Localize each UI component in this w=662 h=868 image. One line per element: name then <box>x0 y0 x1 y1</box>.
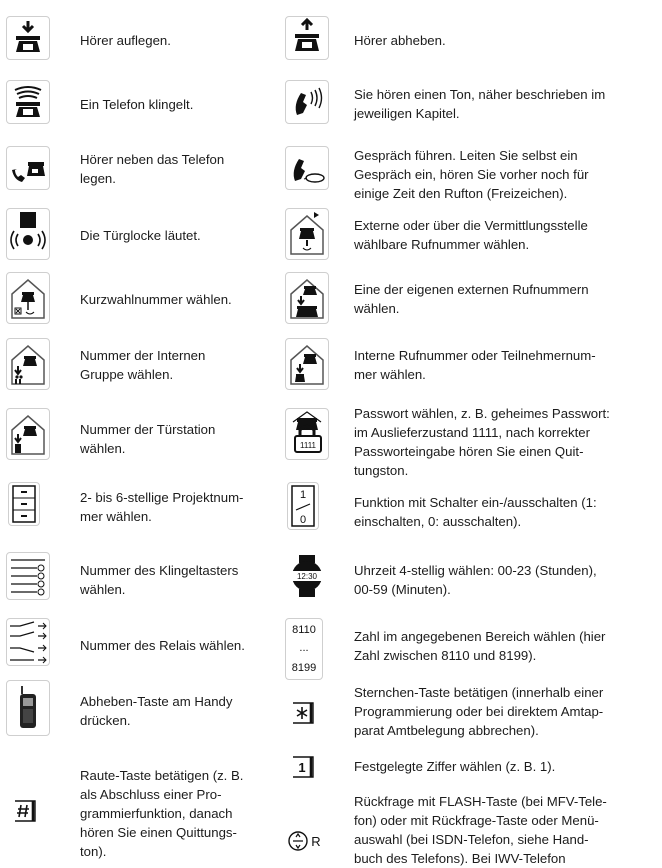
text-handset-up: Hörer abheben. <box>354 33 446 48</box>
hash-key-icon <box>10 796 40 826</box>
switch-off-label: 0 <box>299 514 307 526</box>
toggle-switch-icon <box>287 482 319 530</box>
bell-button-list-icon <box>6 552 50 600</box>
relay-switch-icon <box>6 618 50 666</box>
text-project-number: 2- bis 6-stellige Projektnum- mer wählen. <box>80 490 244 524</box>
flash-key-label: R <box>311 834 321 849</box>
text-internal-group: Nummer der Internen Gruppe wählen. <box>80 348 206 382</box>
text-doorbell: Die Türglocke läutet. <box>80 228 201 243</box>
range-ellipsis: ... <box>299 642 309 654</box>
text-relay: Nummer des Relais wählen. <box>80 638 245 653</box>
tone-handset-icon <box>285 80 329 124</box>
text-flash-recall: Rückfrage mit FLASH-Taste (bei MFV-Tele- fon) oder mit Rückfrage-Taste oder Menü- auswahl (bei ISDN-Telefon, siehe Hand- buch des Telefons). Bei IWV-Telefon <box>354 794 607 866</box>
own-external-number-house-icon <box>285 272 329 324</box>
handset-up-icon <box>285 16 329 60</box>
text-handset-down: Hörer auflegen. <box>80 33 171 48</box>
text-digit-key: Festgelegte Ziffer wählen (z. B. 1). <box>354 759 556 774</box>
text-tone: Sie hören einen Ton, näher beschrieben im jeweiligen Kapitel. <box>354 87 606 121</box>
number-range-icon <box>285 618 323 680</box>
password-lock-icon <box>285 408 329 460</box>
text-conversation: Gespräch führen. Leiten Sie selbst ein Gespräch ein, hören Sie vorher noch für einige Zeit den Rufton (Freizeichen). <box>354 148 589 201</box>
text-star-key: Sternchen-Taste betätigen (innerhalb einer Programmierung oder bei direktem Amtap- parat Amtbelegung abbrechen). <box>354 685 604 738</box>
clock-watch-icon <box>285 552 329 600</box>
digit-key-label: 1 <box>298 760 306 775</box>
external-number-house-icon <box>285 208 329 260</box>
speed-dial-house-icon <box>6 272 50 324</box>
switch-on-label: 1 <box>299 489 307 501</box>
conversation-handset-icon <box>285 146 329 190</box>
range-end: 8199 <box>291 662 317 674</box>
text-external-number: Externe oder über die Vermittlungsstelle wählbare Rufnummer wählen. <box>354 218 588 252</box>
text-speed-dial: Kurzwahlnummer wählen. <box>80 292 232 307</box>
internal-number-house-icon <box>285 338 329 390</box>
doorbell-icon <box>6 208 50 260</box>
clock-time-text: 12:30 <box>296 572 318 581</box>
digit-key-icon <box>288 752 318 782</box>
text-password: Passwort wählen, z. B. geheimes Passwort: im Auslieferzustand 1111, nach korrekter Passworteingabe hören Sie einen Quit- tungston. <box>354 406 610 478</box>
text-own-external: Eine der eigenen externen Rufnummern wählen. <box>354 282 589 316</box>
text-handset-beside-phone: Hörer neben das Telefon legen. <box>80 152 225 186</box>
lock-code-text: 1111 <box>299 441 317 450</box>
text-mobile: Abheben-Taste am Handy drücken. <box>80 694 233 728</box>
range-start: 8110 <box>292 624 316 636</box>
text-toggle: Funktion mit Schalter ein-/ausschalten (1: einschalten, 0: ausschalten). <box>354 495 597 529</box>
flash-recall-icon <box>286 826 324 856</box>
door-station-house-icon <box>6 408 50 460</box>
text-bell-button: Nummer des Klingeltasters wählen. <box>80 563 239 597</box>
text-clock: Uhrzeit 4-stellig wählen: 00-23 (Stunden), 00-59 (Minuten). <box>354 563 597 597</box>
star-key-icon <box>288 698 318 728</box>
text-ringing-phone: Ein Telefon klingelt. <box>80 97 194 112</box>
project-number-cabinet-icon <box>8 482 40 526</box>
text-door-station: Nummer der Türstation wählen. <box>80 422 216 456</box>
mobile-phone-icon <box>6 680 50 736</box>
ringing-phone-icon <box>6 80 50 124</box>
handset-down-icon <box>6 16 50 60</box>
text-hash-key: Raute-Taste betätigen (z. B. als Abschluss einer Pro- grammierfunktion, danach hören Sie einen Quittungs- ton). <box>80 768 244 859</box>
text-range: Zahl im angegebenen Bereich wählen (hier Zahl zwischen 8110 und 8199). <box>354 629 606 663</box>
internal-group-house-icon <box>6 338 50 390</box>
handset-beside-phone-icon <box>6 146 50 190</box>
text-internal-number: Interne Rufnummer oder Teilnehmernum- mer wählen. <box>354 348 596 382</box>
